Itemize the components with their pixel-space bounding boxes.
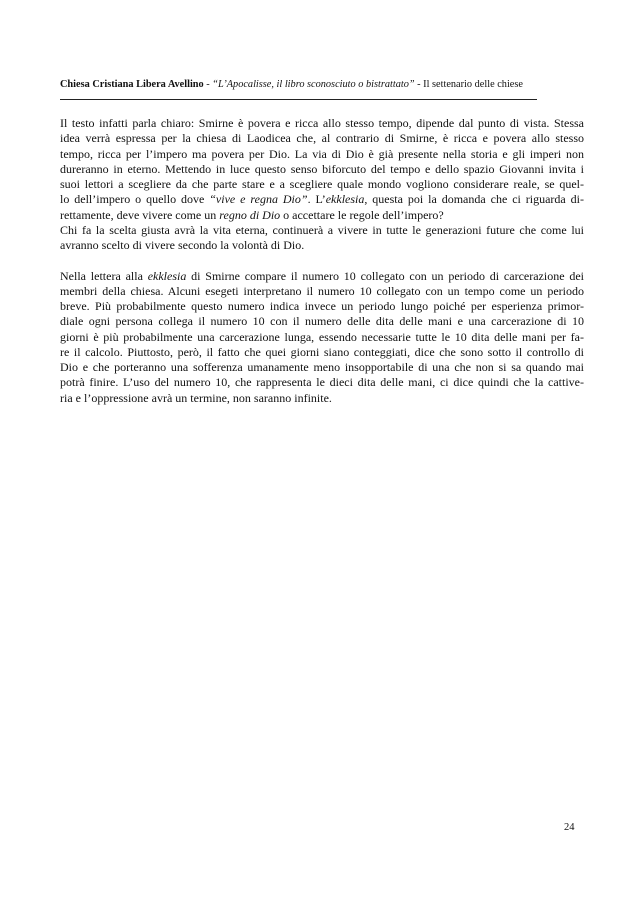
text-line: ria e l’oppressione avrà un termine, non saranno infinite. — [60, 390, 332, 405]
header-organization: Chiesa Cristiana Libera Avellino — [60, 79, 204, 90]
text-line: giorni è più probabilmente una carcerazione lunga, essendo necessarie tutte le 10 dita delle mani per fa- — [60, 329, 584, 344]
text-line: Chi fa la scelta giusta avrà la vita eterna, continuerà a vivere in tutte le generazioni future che come lui — [60, 222, 584, 237]
text-line — [60, 208, 584, 223]
header-section: Il settenario delle chiese — [423, 79, 523, 90]
text-line: breve. Più probabilmente questo numero indica invece un periodo lungo poiché per esperienza primor- — [60, 299, 584, 313]
text-line: diale ogni persona collega il numero 10 con il numero delle dita delle mani e una carcerazione di 10 — [60, 314, 584, 329]
text-line: idea verrà espressa per la chiesa di Laodicea che, al contrario di Smirne, è ricca e povera allo stesso — [60, 131, 584, 146]
quote-emphasis: “vive e regna Dio” — [209, 192, 308, 207]
term-emphasis: ekklesia — [325, 192, 365, 207]
text-line: re il calcolo. Piuttosto, però, il fatto che quei giorni siano conteggiati, dice che sono sotto il controllo di — [60, 344, 584, 359]
text-line: tempo, ricca per l’impero ma povera per Dio. La via di Dio è già presente nella storia e gli imperi non — [60, 146, 584, 161]
text-run: o accettare le regole dell’impero? — [280, 207, 444, 222]
text-line: avranno scelto di vivere secondo la volontà di Dio. — [60, 238, 305, 252]
text-line: potrà finire. L’uso del numero 10, che rappresenta le dieci dita delle mani, ci dice quindi che la cattive- — [60, 375, 584, 390]
text-line: dureranno in eterno. Mettendo in luce questo senso biforcuto del tempo e dello spazio Giovanni invita i — [60, 161, 584, 176]
text-run: , questa poi la domanda che ci riguarda di- — [364, 192, 585, 207]
text-run: lo dell’impero o quello dove — [60, 192, 210, 207]
text-line — [60, 269, 584, 284]
term-emphasis: ekklesia — [147, 268, 187, 283]
text-run: . L’ — [307, 192, 326, 207]
paragraph-spacer — [60, 253, 584, 268]
text-line: membri della chiesa. Alcuni esegeti interpretano il numero 10 collegato con un tempo come un periodo — [60, 283, 584, 298]
page-number: 24 — [564, 822, 575, 833]
body-text — [60, 116, 584, 406]
text-line: Il testo infatti parla chiaro: Smirne è povera e ricca allo stesso tempo, dipende dal punto di vista. Stessa — [60, 116, 584, 130]
header-separator: - — [414, 79, 424, 90]
text-line: Dio e che porteranno una sofferenza umanamente meno insopportabile di una che non si sa quando mai — [60, 360, 584, 374]
text-run: di Smirne compare il numero 10 collegato con un periodo di carcerazione dei — [186, 268, 584, 283]
header-separator: - — [203, 79, 213, 90]
header-work-title: “L’Apocalisse, il libro sconosciuto o bistrattato” — [212, 79, 415, 90]
paragraph-2 — [60, 269, 584, 406]
term-emphasis: regno di Dio — [219, 207, 281, 222]
paragraph-1 — [60, 116, 584, 253]
text-line: suoi lettori a scegliere da che parte stare e a scegliere quale mondo vogliono considerare reale, se quel- — [60, 177, 584, 191]
header-rule — [60, 99, 537, 100]
text-line — [60, 192, 584, 207]
running-header — [60, 78, 580, 91]
text-run: Nella lettera alla — [60, 268, 148, 283]
text-run: rettamente, deve vivere come un — [60, 207, 220, 222]
